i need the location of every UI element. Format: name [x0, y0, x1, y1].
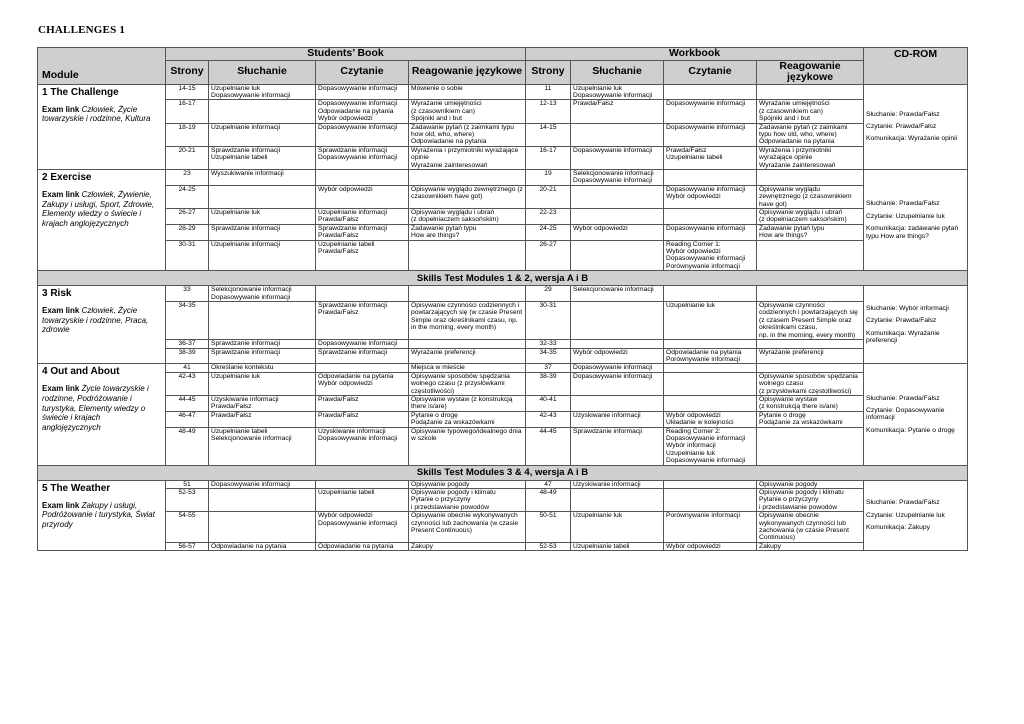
- sb-czytanie-cell: Sprawdzanie informacji Dopasowywanie informacji: [316, 146, 409, 169]
- wb-czytanie-cell: Prawda/Fałsz Uzupełnianie tabeli: [664, 146, 757, 169]
- wb-sluchanie-cell: [571, 489, 664, 512]
- wb-sluchanie-cell: [571, 340, 664, 348]
- wb-czytanie-cell: [664, 340, 757, 348]
- wb-reagowanie-cell: Opisywanie obecnie wykonywanych czynności lub zachowania (w czasie Present Continuous): [757, 512, 864, 543]
- wb-czytanie-cell: Reading Corner 2: Dopasowywanie informacji Wybór informacji Uzupełnianie luk Dopasowywanie informacji: [664, 427, 757, 465]
- wb-sluchanie-cell: Uzupełnianie tabeli: [571, 542, 664, 550]
- exam-link: [42, 190, 154, 228]
- cd-rom-activity: Słuchanie: Prawda/Fałsz: [866, 110, 940, 118]
- sb-czytanie-cell: Uzupełnianie tabeli Prawda/Fałsz: [316, 240, 409, 271]
- wb-strony-cell: 47: [526, 480, 571, 488]
- cd-rom-activity: Czytanie: Uzupełnianie luk: [866, 212, 945, 220]
- wb-strony-cell: 32-33: [526, 340, 571, 348]
- sb-reagowanie-cell: Opisywanie obecnie wykonywanych czynności lub zachowania (w czasie Present Continuous): [409, 512, 526, 543]
- sb-czytanie-cell: Dopasowywanie informacji: [316, 340, 409, 348]
- wb-reagowanie-cell: Opisywanie sposobów spędzania wolnego czasu (z przysłówkami częstotliwości): [757, 372, 864, 395]
- sb-sluchanie-cell: Uzupełnianie luk: [209, 209, 316, 225]
- wb-czytanie-cell: [664, 480, 757, 488]
- module-cell: [38, 169, 166, 270]
- sb-sluchanie-cell: Sprawdzanie informacji: [209, 224, 316, 240]
- sb-strony-cell: 51: [166, 480, 209, 488]
- sb-reagowanie-cell: Opisywanie wystaw (z konstrukcją there is/are): [409, 395, 526, 411]
- module-name: 2 Exercise: [42, 171, 92, 183]
- sb-reagowanie-cell: Opisywanie czynności codziennych i powtarzających się (w czasie Present Simple oraz określnikami czasu, np. in the morning, every month): [409, 302, 526, 340]
- sb-czytanie-cell: Uzupełnianie informacji Prawda/Fałsz: [316, 209, 409, 225]
- sb-strony-header: Strony: [166, 60, 209, 84]
- sb-sluchanie-cell: [209, 489, 316, 512]
- exam-link-topics: Życie towarzyskie i rodzinne, Podróżowanie i turystyka, Elementy wiedzy o świecie i krajach anglojęzycznych: [42, 384, 149, 432]
- wb-sluchanie-cell: Dopasowywanie informacji: [571, 364, 664, 372]
- wb-reagowanie-cell: Zadawanie pytań (z zaimkami typu how old, who, where) Odpowiadanie na pytania: [757, 123, 864, 146]
- wb-czytanie-cell: [664, 372, 757, 395]
- wb-strony-cell: 50-51: [526, 512, 571, 543]
- cd-rom-activity: Słuchanie: Prawda/Fałsz: [866, 200, 940, 208]
- lesson-row: [38, 224, 968, 240]
- exam-link: [42, 384, 149, 431]
- sb-strony-cell: 16-17: [166, 100, 209, 123]
- sb-czytanie-cell: [316, 480, 409, 488]
- sb-czytanie-cell: Sprawdzanie informacji Prawda/Fałsz: [316, 302, 409, 340]
- wb-strony-cell: 19: [526, 169, 571, 185]
- wb-sluchanie-cell: Prawda/Fałsz: [571, 100, 664, 123]
- sb-sluchanie-cell: Selekcjonowanie informacji Dopasowywanie informacji: [209, 286, 316, 302]
- lesson-row: [38, 364, 968, 372]
- wb-reagowanie-cell: Opisywanie pogody: [757, 480, 864, 488]
- module-name: 5 The Weather: [42, 482, 111, 494]
- wb-reagowanie-cell: [757, 364, 864, 372]
- sb-strony-cell: 28-29: [166, 224, 209, 240]
- lesson-row: [38, 302, 968, 340]
- sb-reagowanie-cell: [409, 240, 526, 271]
- cd-rom-cell: [864, 286, 968, 364]
- wb-reagowanie-header: Reagowanie językowe: [757, 60, 864, 84]
- sb-strony-cell: 33: [166, 286, 209, 302]
- lesson-row: [38, 84, 968, 100]
- wb-sluchanie-cell: [571, 185, 664, 208]
- sb-reagowanie-cell: Wyrażanie preferencji: [409, 348, 526, 364]
- lesson-row: [38, 209, 968, 225]
- lesson-row: [38, 146, 968, 169]
- wb-strony-cell: 30-31: [526, 302, 571, 340]
- wb-sluchanie-cell: [571, 395, 664, 411]
- wb-sluchanie-header: Słuchanie: [571, 60, 664, 84]
- wb-sluchanie-cell: [571, 123, 664, 146]
- wb-sluchanie-cell: Uzupełnianie luk: [571, 512, 664, 543]
- sb-sluchanie-header: Słuchanie: [209, 60, 316, 84]
- cd-rom-cell: [864, 480, 968, 551]
- exam-link-label: Exam link: [42, 384, 80, 394]
- wb-reagowanie-cell: Wyrażanie preferencji: [757, 348, 864, 364]
- wb-czytanie-cell: Porównywanie informacji: [664, 512, 757, 543]
- sb-sluchanie-cell: Uzyskiwanie informacji Prawda/Fałsz: [209, 395, 316, 411]
- wb-strony-cell: 48-49: [526, 489, 571, 512]
- lesson-row: [38, 286, 968, 302]
- wb-czytanie-cell: Wybór odpowiedzi: [664, 542, 757, 550]
- sb-strony-cell: 23: [166, 169, 209, 185]
- wb-strony-cell: 11: [526, 84, 571, 100]
- exam-link-topics: Człowiek, Żywienie, Zakupy i usługi, Sport, Zdrowie, Elementy wiedzy o świecie i krajach anglojęzycznych: [42, 189, 155, 228]
- wb-sluchanie-cell: Wybór odpowiedzi: [571, 348, 664, 364]
- wb-reagowanie-cell: Wyrażanie umiejętności (z czasownikiem can) Spójniki and i but: [757, 100, 864, 123]
- wb-czytanie-cell: Dopasowywanie informacji: [664, 100, 757, 123]
- wb-czytanie-cell: [664, 489, 757, 512]
- sb-sluchanie-cell: Prawda/Fałsz: [209, 411, 316, 427]
- wb-czytanie-cell: [664, 84, 757, 100]
- sb-sluchanie-cell: Uzupełnianie informacji: [209, 240, 316, 271]
- lesson-row: [38, 100, 968, 123]
- sb-czytanie-cell: Uzyskiwanie informacji Dopasowywanie informacji: [316, 427, 409, 465]
- wb-strony-cell: 52-53: [526, 542, 571, 550]
- sb-reagowanie-cell: Opisywanie wyglądu zewnętrznego (z czasownikiem have got): [409, 185, 526, 208]
- exam-link-topics: Zakupy i usługi, Podróżowanie i turystyka, Świat przyrody: [42, 500, 155, 529]
- wb-czytanie-header: Czytanie: [664, 60, 757, 84]
- sb-sluchanie-cell: Wyszukiwanie informacji: [209, 169, 316, 185]
- sb-reagowanie-header: Reagowanie językowe: [409, 60, 526, 84]
- lesson-row: [38, 411, 968, 427]
- wb-sluchanie-cell: Uzyskiwanie informacji: [571, 480, 664, 488]
- wb-strony-cell: 16-17: [526, 146, 571, 169]
- sb-reagowanie-cell: Opisywanie wyglądu i ubrań (z dopełniaczem saksońskim): [409, 209, 526, 225]
- wb-sluchanie-cell: Sprawdzanie informacji: [571, 427, 664, 465]
- exam-link-label: Exam link: [42, 104, 80, 114]
- sb-sluchanie-cell: Sprawdzanie informacji: [209, 348, 316, 364]
- sb-czytanie-cell: Wybór odpowiedzi Dopasowywanie informacji: [316, 512, 409, 543]
- sb-strony-cell: 18-19: [166, 123, 209, 146]
- sb-strony-cell: 41: [166, 364, 209, 372]
- wb-sluchanie-cell: Selekcjonowanie informacji: [571, 286, 664, 302]
- sb-sluchanie-cell: Określanie kontekstu: [209, 364, 316, 372]
- skills-test-label: Skills Test Modules 3 & 4, wersja A i B: [38, 465, 968, 480]
- sb-strony-cell: 44-45: [166, 395, 209, 411]
- sb-czytanie-cell: [316, 364, 409, 372]
- module-name: 1 The Challenge: [42, 86, 119, 98]
- sb-strony-cell: 56-57: [166, 542, 209, 550]
- sb-czytanie-cell: [316, 286, 409, 302]
- sb-reagowanie-cell: Zadawanie pytań typu How are things?: [409, 224, 526, 240]
- cd-rom-activity: Komunikacja: Wyrażanie opinii: [866, 135, 958, 143]
- workbook-header: Workbook: [526, 48, 864, 61]
- wb-czytanie-cell: Reading Corner 1: Wybór odpowiedzi Dopasowywanie informacji Porównywanie informacji: [664, 240, 757, 271]
- sb-reagowanie-cell: [409, 286, 526, 302]
- cd-rom-activity: Czytanie: Prawda/Fałsz: [866, 123, 937, 131]
- skills-test-row: [38, 465, 968, 480]
- wb-czytanie-cell: [664, 169, 757, 185]
- wb-sluchanie-cell: Uzupełnianie luk Dopasowywanie informacji: [571, 84, 664, 100]
- sb-sluchanie-cell: Dopasowywanie informacji: [209, 480, 316, 488]
- wb-czytanie-cell: Uzupełnianie luk: [664, 302, 757, 340]
- wb-strony-cell: 40-41: [526, 395, 571, 411]
- wb-reagowanie-cell: [757, 240, 864, 271]
- sb-czytanie-cell: Sprawdzanie informacji Prawda/Fałsz: [316, 224, 409, 240]
- wb-reagowanie-cell: [757, 340, 864, 348]
- sb-reagowanie-cell: Opisywanie typowego/idealnego dnia w szkole: [409, 427, 526, 465]
- wb-reagowanie-cell: Wyrażenia i przymiotniki wyrażające opinie Wyrażanie zainteresowań: [757, 146, 864, 169]
- sb-reagowanie-cell: [409, 340, 526, 348]
- module-cell: [38, 286, 166, 364]
- sb-reagowanie-cell: Zadawanie pytań (z zaimkami typu how old, who, where) Odpowiadanie na pytania: [409, 123, 526, 146]
- sb-czytanie-cell: Prawda/Fałsz: [316, 411, 409, 427]
- lesson-row: [38, 348, 968, 364]
- sb-sluchanie-cell: Sprawdzanie informacji Uzupełnianie tabeli: [209, 146, 316, 169]
- sb-reagowanie-cell: Miejsca w mieście: [409, 364, 526, 372]
- cd-rom-cell: [864, 364, 968, 465]
- wb-strony-cell: 24-25: [526, 224, 571, 240]
- wb-sluchanie-cell: Uzyskiwanie informacji: [571, 411, 664, 427]
- wb-reagowanie-cell: [757, 286, 864, 302]
- wb-sluchanie-cell: Selekcjonowanie informacji Dopasowywanie informacji: [571, 169, 664, 185]
- exam-link: [42, 105, 151, 124]
- wb-reagowanie-cell: Opisywanie czynności codziennych i powtarzających się (z czasem Present Simple oraz określnikami czasu, np. in the morning, every month): [757, 302, 864, 340]
- wb-reagowanie-cell: Zakupy: [757, 542, 864, 550]
- sb-sluchanie-cell: Uzupełnianie luk: [209, 372, 316, 395]
- lesson-row: [38, 240, 968, 271]
- sb-czytanie-cell: Wybór odpowiedzi: [316, 185, 409, 208]
- lesson-row: [38, 123, 968, 146]
- sb-sluchanie-cell: [209, 302, 316, 340]
- cd-rom-activity: Komunikacja: Wyrażanie preferencji: [866, 329, 940, 345]
- wb-strony-header: Strony: [526, 60, 571, 84]
- wb-strony-cell: 37: [526, 364, 571, 372]
- cd-rom-activity: Komunikacja: Pytanie o drogę: [866, 426, 955, 434]
- sb-sluchanie-cell: Uzupełnianie luk Dopasowywanie informacji: [209, 84, 316, 100]
- exam-link-label: Exam link: [42, 189, 80, 199]
- wb-czytanie-cell: [664, 364, 757, 372]
- sb-strony-cell: 54-55: [166, 512, 209, 543]
- wb-czytanie-cell: Odpowiadanie na pytania Porównywanie informacji: [664, 348, 757, 364]
- module-cell: [38, 84, 166, 169]
- sb-strony-cell: 42-43: [166, 372, 209, 395]
- wb-strony-cell: 22-23: [526, 209, 571, 225]
- cd-rom-activity: Słuchanie: Prawda/Fałsz: [866, 394, 940, 402]
- exam-link-topics: Człowiek, Życie towarzyskie i rodzinne, Praca, zdrowie: [42, 306, 149, 335]
- sb-strony-cell: 34-35: [166, 302, 209, 340]
- lesson-row: [38, 542, 968, 550]
- exam-link-topics: Człowiek, Życie towarzyskie i rodzinne, Kultura: [42, 104, 151, 124]
- wb-strony-cell: 14-15: [526, 123, 571, 146]
- sb-sluchanie-cell: [209, 100, 316, 123]
- sb-strony-cell: 30-31: [166, 240, 209, 271]
- sb-reagowanie-cell: Opisywanie pogody i klimatu Pytanie o przyczyny i przedstawianie powodów: [409, 489, 526, 512]
- wb-strony-cell: 29: [526, 286, 571, 302]
- wb-strony-cell: 12-13: [526, 100, 571, 123]
- sb-czytanie-header: Czytanie: [316, 60, 409, 84]
- sb-reagowanie-cell: Wyrażanie umiejętności (z czasownikiem can) Spójniki and i but: [409, 100, 526, 123]
- sb-reagowanie-cell: Zakupy: [409, 542, 526, 550]
- sb-czytanie-cell: Sprawdzanie informacji: [316, 348, 409, 364]
- sb-strony-cell: 14-15: [166, 84, 209, 100]
- wb-strony-cell: 20-21: [526, 185, 571, 208]
- sb-czytanie-cell: Uzupełnianie tabeli: [316, 489, 409, 512]
- sb-strony-cell: 20-21: [166, 146, 209, 169]
- sb-czytanie-cell: Dopasowywanie informacji: [316, 84, 409, 100]
- sb-czytanie-cell: [316, 169, 409, 185]
- cd-rom-activity: Czytanie: Dopasowywanie informacji: [866, 407, 945, 422]
- sb-strony-cell: 24-25: [166, 185, 209, 208]
- module-name: 3 Risk: [42, 288, 72, 300]
- sb-sluchanie-cell: Sprawdzanie informacji: [209, 340, 316, 348]
- sb-strony-cell: 46-47: [166, 411, 209, 427]
- sb-strony-cell: 48-49: [166, 427, 209, 465]
- wb-sluchanie-cell: [571, 209, 664, 225]
- wb-czytanie-cell: [664, 286, 757, 302]
- module-cell: [38, 480, 166, 551]
- wb-czytanie-cell: [664, 209, 757, 225]
- cd-rom-activity: Czytanie: Uzupełnianie luk: [866, 511, 945, 519]
- sb-czytanie-cell: Odpowiadanie na pytania: [316, 542, 409, 550]
- wb-strony-cell: 26-27: [526, 240, 571, 271]
- sb-strony-cell: 36-37: [166, 340, 209, 348]
- exam-link-label: Exam link: [42, 306, 80, 316]
- module-cell: [38, 364, 166, 465]
- sb-strony-cell: 38-39: [166, 348, 209, 364]
- sb-reagowanie-cell: Opisywanie sposobów spędzania wolnego czasu (z przysłówkami częstotliwości): [409, 372, 526, 395]
- cd-rom-activity: Komunikacja: zadawanie pytań typu How are things?: [866, 225, 959, 240]
- cd-rom-activity: Słuchanie: Prawda/Fałsz: [866, 499, 940, 507]
- skills-test-row: [38, 271, 968, 286]
- wb-czytanie-cell: Wybór odpowiedzi Układanie w kolejności: [664, 411, 757, 427]
- wb-reagowanie-cell: [757, 169, 864, 185]
- students-book-header: Students’ Book: [166, 48, 526, 61]
- lesson-row: [38, 480, 968, 488]
- exam-link: [42, 501, 155, 529]
- lesson-row: [38, 372, 968, 395]
- sb-reagowanie-cell: Mówienie o sobie: [409, 84, 526, 100]
- wb-sluchanie-cell: Dopasowywanie informacji: [571, 146, 664, 169]
- exam-link-label: Exam link: [42, 500, 80, 510]
- module-header: Module: [38, 48, 166, 85]
- sb-czytanie-cell: Odpowiadanie na pytania Wybór odpowiedzi: [316, 372, 409, 395]
- wb-strony-cell: 38-39: [526, 372, 571, 395]
- cd-rom-cell: [864, 169, 968, 270]
- sb-reagowanie-cell: Pytanie o drogę Podążanie za wskazówkami: [409, 411, 526, 427]
- wb-reagowanie-cell: [757, 427, 864, 465]
- cd-rom-activity: Słuchanie: Wybór informacji: [866, 304, 949, 312]
- wb-sluchanie-cell: Dopasowywanie informacji: [571, 372, 664, 395]
- sb-reagowanie-cell: Wyrażenia i przymiotniki wyrażające opinie Wyrażanie zainteresowań: [409, 146, 526, 169]
- wb-sluchanie-cell: [571, 240, 664, 271]
- sb-strony-cell: 26-27: [166, 209, 209, 225]
- wb-czytanie-cell: Dopasowywanie informacji: [664, 224, 757, 240]
- sb-sluchanie-cell: [209, 185, 316, 208]
- wb-sluchanie-cell: [571, 302, 664, 340]
- wb-czytanie-cell: Dopasowywanie informacji Wybór odpowiedzi: [664, 185, 757, 208]
- lesson-row: [38, 512, 968, 543]
- wb-reagowanie-cell: Opisywanie wystaw (z konstrukcją there is/are): [757, 395, 864, 411]
- wb-sluchanie-cell: Wybór odpowiedzi: [571, 224, 664, 240]
- cd-rom-cell: [864, 84, 968, 169]
- lesson-row: [38, 427, 968, 465]
- cd-rom-header: CD-ROM: [864, 48, 968, 85]
- sb-reagowanie-cell: Opisywanie pogody: [409, 480, 526, 488]
- wb-czytanie-cell: [664, 395, 757, 411]
- sb-czytanie-cell: Dopasowywanie informacji: [316, 123, 409, 146]
- document-title: CHALLENGES 1: [38, 24, 126, 36]
- sb-strony-cell: 52-53: [166, 489, 209, 512]
- wb-reagowanie-cell: Zadawanie pytań typu How are things?: [757, 224, 864, 240]
- module-name: 4 Out and About: [42, 366, 120, 378]
- wb-strony-cell: 42-43: [526, 411, 571, 427]
- lesson-row: [38, 395, 968, 411]
- wb-reagowanie-cell: Pytanie o drogę Podążanie za wskazówkami: [757, 411, 864, 427]
- wb-czytanie-cell: Dopasowywanie informacji: [664, 123, 757, 146]
- wb-reagowanie-cell: Opisywanie pogody i klimatu Pytanie o przyczyny i przedstawianie powodów: [757, 489, 864, 512]
- sb-sluchanie-cell: Uzupełnianie informacji: [209, 123, 316, 146]
- lesson-row: [38, 340, 968, 348]
- exam-link: [42, 306, 148, 334]
- sb-sluchanie-cell: Uzupełnianie tabeli Selekcjonowanie informacji: [209, 427, 316, 465]
- lesson-row: [38, 489, 968, 512]
- wb-strony-cell: 44-45: [526, 427, 571, 465]
- sb-czytanie-cell: Dopasowywanie informacji Odpowiadanie na pytania Wybór odpowiedzi: [316, 100, 409, 123]
- course-plan-body: [38, 84, 968, 551]
- wb-reagowanie-cell: Opisywanie wyglądu i ubrań (z dopełniaczem saksońskim): [757, 209, 864, 225]
- sb-sluchanie-cell: [209, 512, 316, 543]
- wb-strony-cell: 34-35: [526, 348, 571, 364]
- lesson-row: [38, 169, 968, 185]
- wb-reagowanie-cell: Opisywanie wyglądu zewnętrznego (z czasownikiem have got): [757, 185, 864, 208]
- course-plan-table: [37, 47, 968, 551]
- lesson-row: [38, 185, 968, 208]
- sb-reagowanie-cell: [409, 169, 526, 185]
- wb-reagowanie-cell: [757, 84, 864, 100]
- sb-sluchanie-cell: Odpowiadanie na pytania: [209, 542, 316, 550]
- cd-rom-activity: Czytanie: Prawda/Fałsz: [866, 317, 937, 325]
- skills-test-label: Skills Test Modules 1 & 2, wersja A i B: [38, 271, 968, 286]
- sb-czytanie-cell: Prawda/Fałsz: [316, 395, 409, 411]
- cd-rom-activity: Komunikacja: Zakupy: [866, 524, 930, 532]
